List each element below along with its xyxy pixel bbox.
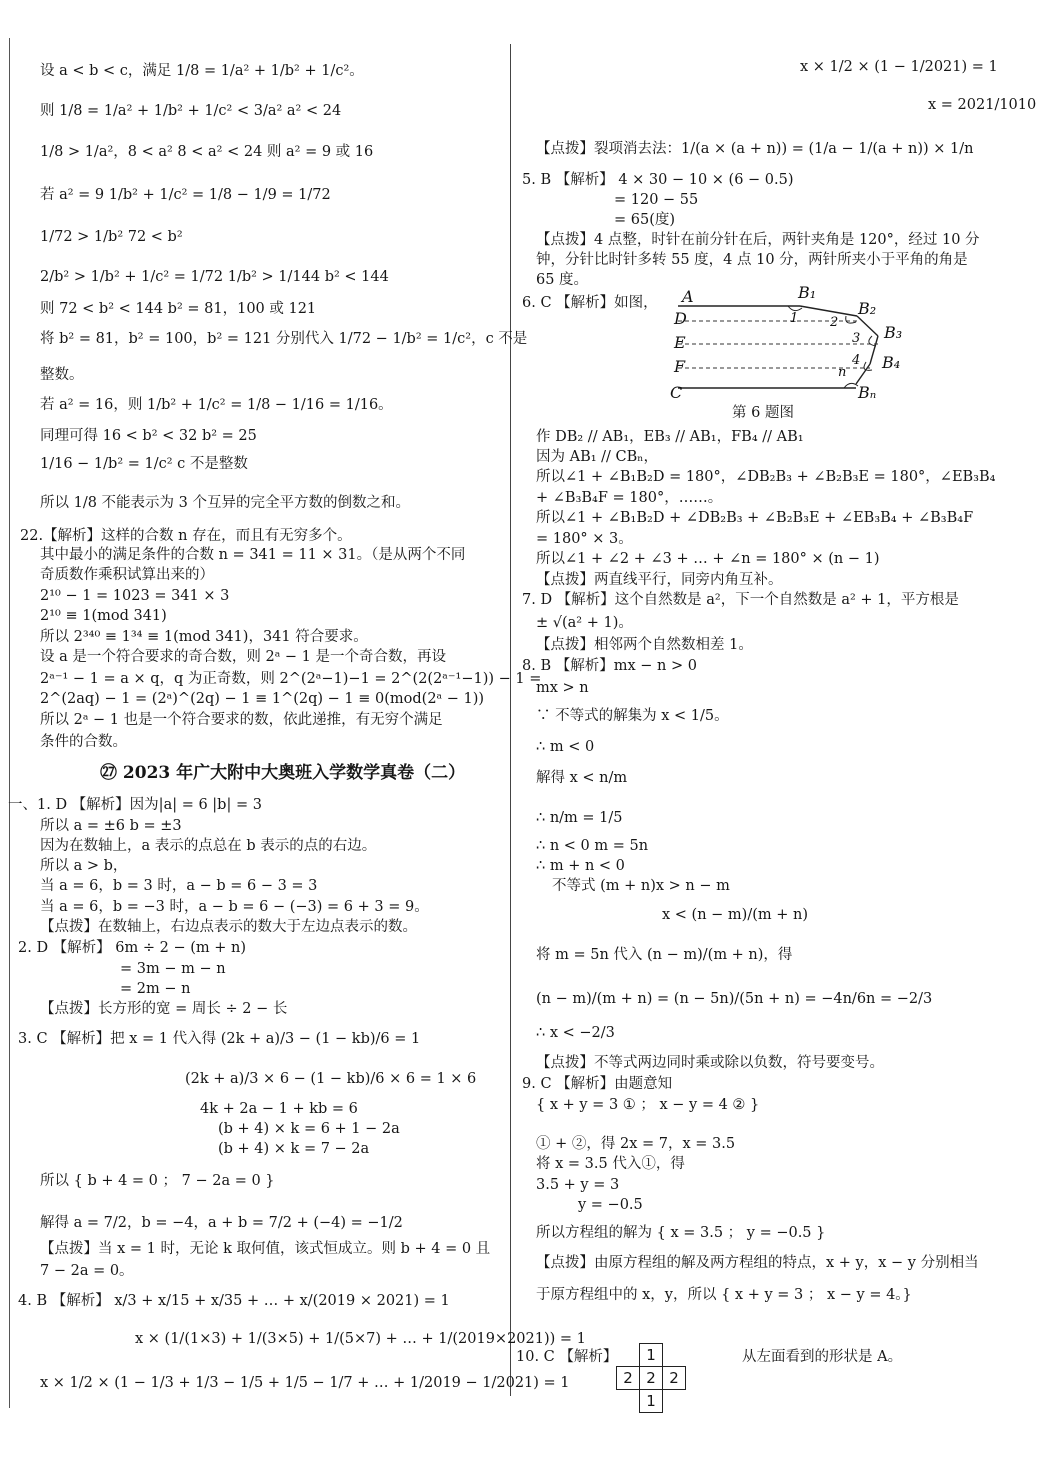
figure-label: B₃ — [884, 323, 903, 342]
right-text-line: 【点拨】4 点整，时针在前分针在后，两针夹角是 120°，经过 10 分 — [536, 232, 980, 248]
right-text-line: 【点拨】裂项消去法：1/(a × (a + n)) = (1/a − 1/(a + n)) × 1/n — [536, 141, 974, 157]
left-text-line: 条件的合数。 — [40, 734, 127, 750]
left-text-line: 1/16 − 1/b² = 1/c² c 不是整数 — [40, 456, 248, 472]
right-text-line: 【点拨】相邻两个自然数相差 1。 — [536, 637, 753, 653]
right-text-line: 5. B 【解析】 4 × 30 − 10 × (6 − 0.5) — [522, 172, 794, 188]
right-text-line: ∴ x < −2/3 — [536, 1025, 615, 1041]
cube-count-cell — [617, 1344, 640, 1367]
left-text-line: 2¹⁰ − 1 = 1023 = 341 × 3 — [40, 588, 230, 604]
left-text-line: = 2m − n — [120, 981, 191, 997]
right-text-line: 所以∠1 + ∠B₁B₂D + ∠DB₂B₃ + ∠B₂B₃E + ∠EB₃B₄ + ∠B₃B₄F — [536, 510, 974, 526]
right-text-line: x = 2021/1010 — [928, 97, 1037, 113]
right-text-line: 9. C 【解析】由题意知 — [522, 1076, 673, 1092]
right-text-line: ∴ n < 0 m = 5n — [536, 838, 649, 854]
figure-label: n — [838, 365, 847, 380]
cube-count-cell — [663, 1344, 686, 1367]
left-text-line: 将 b² = 81，b² = 100，b² = 121 分别代入 1/72 − 1/b² = 1/c²，c 不是 — [40, 331, 528, 347]
figure-label: C — [670, 383, 683, 402]
cube-count-cell: 2 — [617, 1367, 640, 1390]
left-text-line: 2¹⁰ ≡ 1(mod 341) — [40, 608, 167, 624]
right-text-line: (n − m)/(m + n) = (n − 5n)/(5n + n) = −4n/6n = −2/3 — [536, 991, 933, 1007]
left-text-line: 则 1/8 = 1/a² + 1/b² + 1/c² < 3/a² a² < 24 — [40, 103, 342, 119]
right-text-line: { x + y = 3 ① ； x − y = 4 ② } — [536, 1097, 760, 1113]
cube-count-cell: 2 — [663, 1367, 686, 1390]
figure-label: 2 — [830, 315, 839, 330]
right-text-line: 解得 x < n/m — [536, 770, 628, 786]
left-text-line: 4k + 2a − 1 + kb = 6 — [200, 1101, 358, 1117]
figure-label: A — [682, 287, 694, 306]
left-text-line: 【点拨】长方形的宽 = 周长 ÷ 2 − 长 — [40, 1001, 288, 1017]
figure-label: B₁ — [798, 283, 817, 302]
right-text-line: + ∠B₃B₄F = 180°，……。 — [536, 490, 723, 506]
left-text-line: 其中最小的满足条件的合数 n = 341 = 11 × 31。（是从两个不同 — [40, 547, 466, 563]
left-text-line: 解得 a = 7/2，b = −4，a + b = 7/2 + (−4) = −1/2 — [40, 1215, 403, 1231]
right-text-line: = 65(度) — [614, 212, 676, 228]
right-text-line: ∴ m + n < 0 — [536, 858, 625, 874]
left-text-line: 1/72 > 1/b² 72 < b² — [40, 229, 183, 245]
right-text-line: 10. C 【解析】 — [516, 1349, 618, 1365]
right-text-line: y = −0.5 — [578, 1197, 643, 1213]
left-text-line: 【点拨】当 x = 1 时，无论 k 取何值，该式恒成立。则 b + 4 = 0 且 — [40, 1241, 491, 1257]
left-text-line: 因为在数轴上，a 表示的点总在 b 表示的点的右边。 — [40, 838, 377, 854]
question-10-cube-view — [616, 1343, 686, 1413]
left-text-line: 【点拨】在数轴上，右边点表示的数大于左边点表示的数。 — [40, 919, 417, 935]
cube-count-cell — [617, 1390, 640, 1413]
right-text-line: 【点拨】不等式两边同时乘或除以负数，符号要变号。 — [536, 1055, 884, 1071]
left-text-line: 设 a 是一个符合要求的奇合数，则 2ᵃ − 1 是一个奇合数，再设 — [40, 649, 446, 665]
left-text-line: 所以 2ᵃ − 1 也是一个符合要求的数，依此递推，有无穷个满足 — [40, 712, 443, 728]
right-text-line: 因为 AB₁ // CBₙ， — [536, 449, 659, 465]
left-text-line: 所以 2³⁴⁰ ≡ 1³⁴ ≡ 1(mod 341)，341 符合要求。 — [40, 629, 368, 645]
right-text-line: x < (n − m)/(m + n) — [662, 907, 808, 923]
right-text-line: 所以∠1 + ∠B₁B₂D = 180°，∠DB₂B₃ + ∠B₂B₃E = 180°，∠EB₃B₄ — [536, 469, 996, 485]
right-text-line: 所以∠1 + ∠2 + ∠3 + … + ∠n = 180° × (n − 1) — [536, 551, 880, 567]
left-text-line: 则 72 < b² < 144 b² = 81，100 或 121 — [40, 301, 317, 317]
left-text-line: 22.【解析】这样的合数 n 存在，而且有无穷多个。 — [20, 528, 352, 544]
right-text-line: 8. B 【解析】mx − n > 0 — [522, 658, 697, 674]
figure-label: F — [674, 357, 686, 376]
left-text-line: = 3m − m − n — [120, 961, 226, 977]
figure-label: Bₙ — [858, 383, 877, 402]
left-text-line: 3. C 【解析】把 x = 1 代入得 (2k + a)/3 − (1 − kb)/6 = 1 — [18, 1031, 421, 1047]
right-text-line: 作 DB₂ // AB₁，EB₃ // AB₁，FB₄ // AB₁ — [536, 429, 804, 445]
left-text-line: (b + 4) × k = 7 − 2a — [218, 1141, 370, 1157]
right-text-line: 将 m = 5n 代入 (n − m)/(m + n)，得 — [536, 947, 793, 963]
left-text-line: 所以 a = ±6 b = ±3 — [40, 818, 182, 834]
right-text-line: 第 6 题图 — [732, 405, 794, 421]
cube-count-cell: 1 — [640, 1344, 663, 1367]
right-text-line: 所以方程组的解为 { x = 3.5 ； y = −0.5 } — [536, 1225, 826, 1241]
figure-labels — [670, 283, 902, 402]
figure-label: 4 — [852, 353, 861, 368]
left-text-line: 当 a = 6，b = 3 时，a − b = 6 − 3 = 3 — [40, 878, 318, 894]
figure-label: 1 — [790, 311, 799, 326]
left-text-line: 同理可得 16 < b² < 32 b² = 25 — [40, 428, 257, 444]
right-text-line: 钟，分针比时针多转 55 度，4 点 10 分，两针所夹小于平角的角是 — [536, 252, 968, 268]
left-text-line: 2/b² > 1/b² + 1/c² = 1/72 1/b² > 1/144 b² < 144 — [40, 269, 389, 285]
left-text-line: 一、1. D 【解析】因为|a| = 6 |b| = 3 — [8, 797, 262, 813]
left-text-line: 所以 1/8 不能表示为 3 个互异的完全平方数的倒数之和。 — [40, 495, 410, 511]
left-text-line: 1/8 > 1/a²，8 < a² 8 < a² < 24 则 a² = 9 或 16 — [40, 144, 374, 160]
left-text-line: 所以 { b + 4 = 0 ； 7 − 2a = 0 } — [40, 1173, 275, 1189]
right-text-line: 3.5 + y = 3 — [536, 1177, 620, 1193]
left-text-line: 奇质数作乘积试算出来的） — [40, 567, 214, 583]
left-text-line: 所以 a > b， — [40, 858, 128, 874]
left-text-line: 当 a = 6，b = −3 时，a − b = 6 − (−3) = 6 + 3 = 9。 — [40, 899, 429, 915]
cube-count-cell: 1 — [640, 1390, 663, 1413]
cube-count-cell: 2 — [640, 1367, 663, 1390]
figure-label: E — [674, 333, 686, 352]
cube-count-cell — [663, 1390, 686, 1413]
figure-label: 3 — [852, 331, 861, 346]
right-text-line: 65 度。 — [536, 272, 589, 288]
right-text-line: mx > n — [536, 680, 589, 696]
right-text-line: ① + ②，得 2x = 7，x = 3.5 — [536, 1136, 736, 1152]
left-text-line: 若 a² = 16，则 1/b² + 1/c² = 1/8 − 1/16 = 1/16。 — [40, 397, 393, 413]
right-text-line: 6. C 【解析】如图， — [522, 295, 658, 311]
figure-label: B₄ — [882, 353, 901, 372]
right-text-line: 于原方程组中的 x，y，所以 { x + y = 3 ； x − y = 4。} — [536, 1287, 912, 1303]
left-text-line: 2^(2aq) − 1 = (2ᵃ)^(2q) − 1 ≡ 1^(2q) − 1 ≡ 0(mod(2ᵃ − 1)) — [40, 691, 485, 707]
left-text-line: 2. D 【解析】 6m ÷ 2 − (m + n) — [18, 940, 246, 956]
right-text-line: ∴ m < 0 — [536, 739, 595, 755]
right-text-line: 7. D 【解析】这个自然数是 a²，下一个自然数是 a² + 1，平方根是 — [522, 592, 959, 608]
right-text-line: = 180° × 3。 — [536, 531, 633, 547]
right-text-line: 【点拨】由原方程组的解及两方程组的特点，x + y，x − y 分别相当 — [536, 1255, 979, 1271]
left-text-line: 4. B 【解析】 x/3 + x/15 + x/35 + … + x/(2019 × 2021) = 1 — [18, 1293, 450, 1309]
right-text-line: 【点拨】两直线平行，同旁内角互补。 — [536, 572, 783, 588]
left-text-line: x × (1/(1×3) + 1/(3×5) + 1/(5×7) + … + 1/(2019×2021)) = 1 — [135, 1331, 586, 1347]
left-text-line: 若 a² = 9 1/b² + 1/c² = 1/8 − 1/9 = 1/72 — [40, 187, 331, 203]
right-text-line: = 120 − 55 — [614, 192, 699, 208]
left-text-line: 整数。 — [40, 367, 84, 383]
right-text-line: ∴ n/m = 1/5 — [536, 810, 623, 826]
right-text-line: 将 x = 3.5 代入①，得 — [536, 1156, 685, 1172]
left-text-line: (b + 4) × k = 6 + 1 − 2a — [218, 1121, 400, 1137]
left-text-line: 设 a < b < c，满足 1/8 = 1/a² + 1/b² + 1/c²。 — [40, 63, 364, 79]
left-text-line: 2ᵃ⁻¹ − 1 = a × q，q 为正奇数，则 2^(2ᵃ−1)−1 = 2^(2(2ᵃ⁻¹−1)) − 1 = — [40, 671, 542, 687]
left-text-line: 7 − 2a = 0。 — [40, 1263, 134, 1279]
figure-label: D — [674, 309, 687, 328]
left-margin-rule — [9, 38, 10, 1408]
left-text-line: ㉗ 2023 年广大附中大奥班入学数学真卷（二） — [100, 763, 466, 783]
left-text-line: (2k + a)/3 × 6 − (1 − kb)/6 × 6 = 1 × 6 — [185, 1071, 477, 1087]
right-text-line: 从左面看到的形状是 A。 — [742, 1349, 903, 1365]
left-text-line: x × 1/2 × (1 − 1/3 + 1/3 − 1/5 + 1/5 − 1/7 + … + 1/2019 − 1/2021) = 1 — [40, 1375, 570, 1391]
figure-label: B₂ — [858, 299, 877, 318]
right-text-line: ∵ 不等式的解集为 x < 1/5。 — [536, 708, 729, 724]
column-divider — [510, 44, 511, 1396]
right-text-line: x × 1/2 × (1 − 1/2021) = 1 — [800, 59, 998, 75]
right-text-line: ± √(a² + 1)。 — [536, 615, 633, 631]
right-text-line: 不等式 (m + n)x > n − m — [552, 878, 730, 894]
question-6-figure — [660, 283, 903, 402]
